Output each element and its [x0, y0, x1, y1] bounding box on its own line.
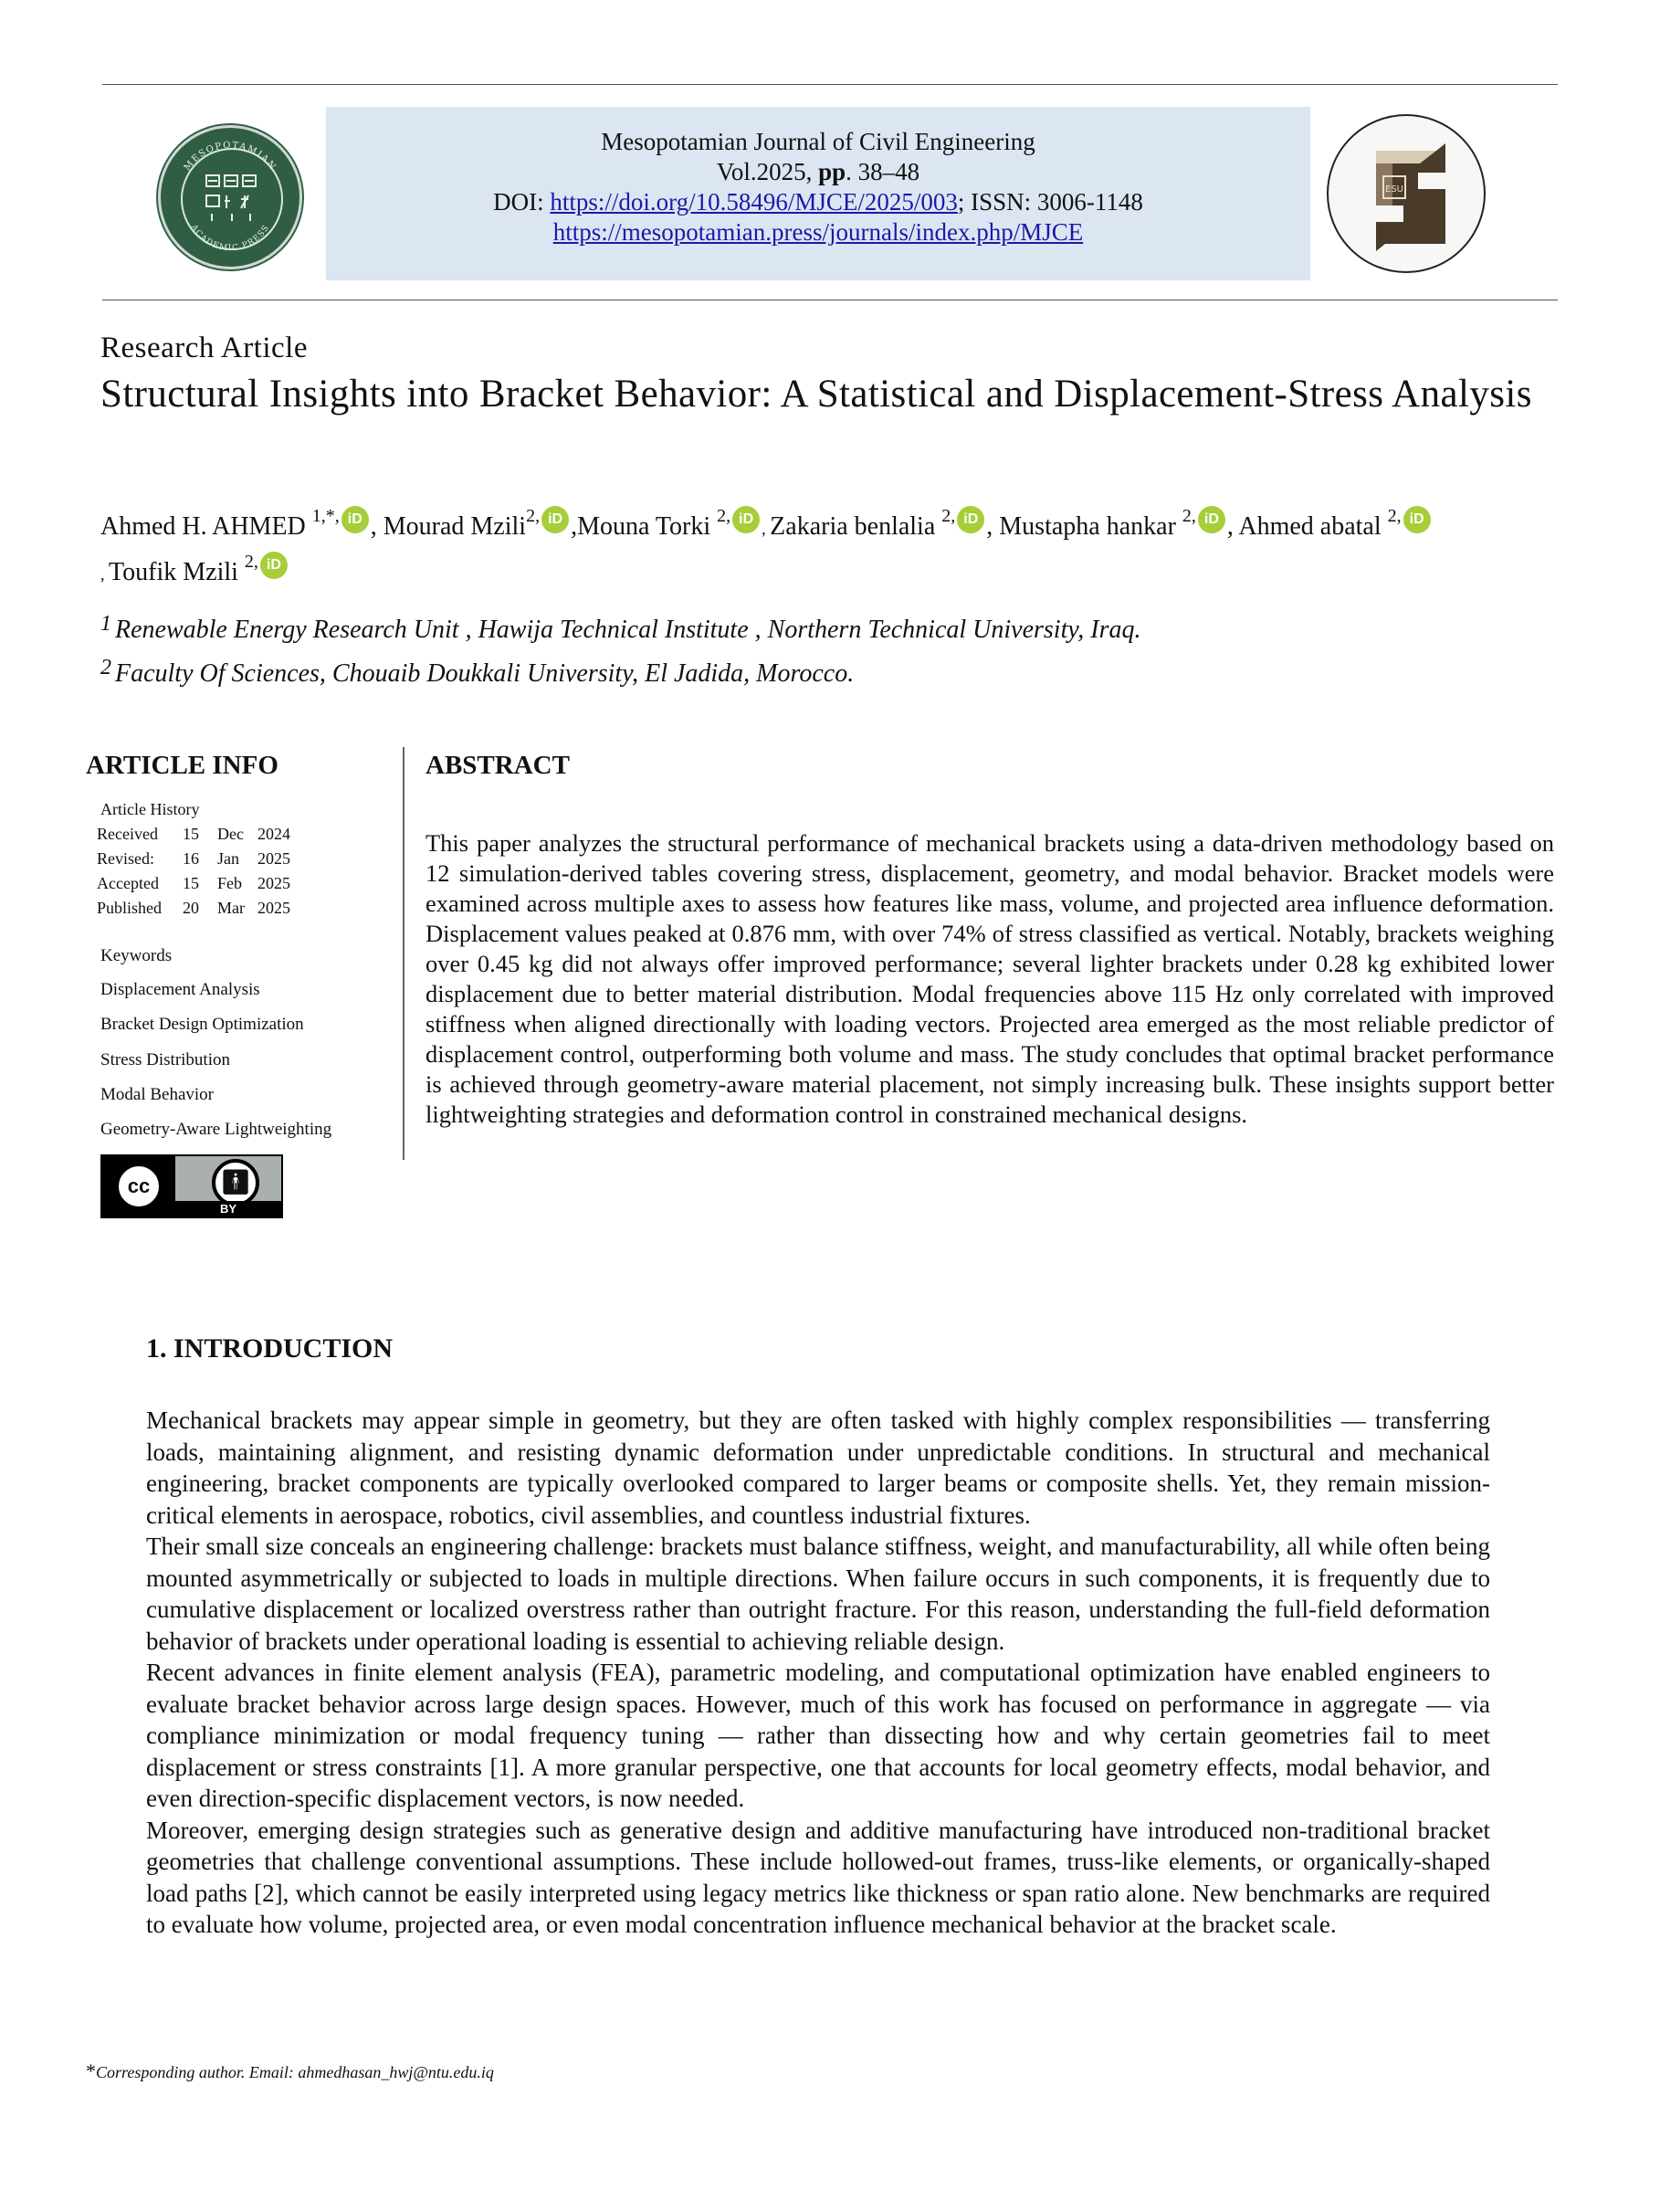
creative-commons-icon: cc [115, 1163, 163, 1210]
author-affiliation-sup: 2, [1387, 506, 1402, 526]
doi-label: DOI: [493, 188, 551, 216]
journal-name: Mesopotamian Journal of Civil Engineering [601, 128, 1035, 155]
journal-volume-pages [326, 157, 1310, 187]
corresponding-author-footnote [86, 2059, 494, 2083]
history-label: Revised: [97, 849, 154, 868]
orcid-icon[interactable]: iD [260, 552, 288, 579]
orcid-icon[interactable]: iD [732, 506, 760, 533]
author-separator: , [100, 565, 109, 584]
author-name: Zakaria benlalia [770, 512, 942, 541]
affiliation-number: 2 [100, 656, 111, 679]
history-month: Mar [217, 899, 245, 917]
history-day: 20 [183, 899, 199, 917]
author-separator: , [986, 512, 1000, 541]
history-label: Published [97, 899, 163, 917]
introduction-paragraph: Their small size conceals an engineering challenge: brackets must balance stiffness, weight, and manufacturability, all while often being mounted asymmetrically or subjected to loads in multiple directions. When failure occurs in such components, it is frequently due to cumulative displacement or localized overstress rather than outright fracture. For this reason, understanding the full-field deformation behavior of brackets under operational loading is essential to achieving reliable design. [146, 1533, 1490, 1655]
svg-text:ACADEMIC PRESS [188, 223, 271, 254]
history-row-published [97, 899, 290, 918]
abstract-heading: ABSTRACT [426, 751, 570, 780]
affiliation-2 [100, 656, 854, 689]
article-type: Research Article [100, 332, 308, 364]
pages-label: pp [818, 158, 846, 185]
introduction-heading: 1. INTRODUCTION [146, 1333, 394, 1364]
author-name: Mustapha hankar [999, 512, 1182, 541]
abstract-text: This paper analyzes the structural performance of mechanical brackets using a data-driven methodology based on 12 simulation-derived tables covering stress, displacement, geometry, and modal behavior. Bracket models were examined across multiple axes to assess how features like mass, volume, and projected area influence deformation. Displacement values peaked at 0.876 mm, with over 74% of stress classified as vertical. Notably, brackets weighing over 0.45 kg did not always offer improved performance; several lighter brackets under 0.28 kg exhibited lower displacement due to better material distribution. Modal frequencies above 115 Hz only correlated with improved stiffness when aligned directionally with loading vectors. Projected area emerged as the most reliable predictor of displacement control, outperforming both volume and mass. The study concludes that optimal bracket performance is achieved through geometry-aware material placement, not simply increasing bulk. These insights support better lightweighting strategies and deformation control in constrained mechanical designs. [426, 829, 1554, 1128]
journal-header-box [326, 107, 1310, 280]
orcid-icon[interactable]: iD [541, 506, 569, 533]
history-year: 2024 [257, 825, 290, 843]
doi-link[interactable]: https://doi.org/10.58496/MJCE/2025/003 [550, 188, 958, 216]
author-separator: , [762, 520, 771, 538]
history-year: 2025 [257, 874, 290, 892]
history-month: Feb [217, 874, 242, 892]
orcid-icon[interactable]: iD [1198, 506, 1225, 533]
university-emblem-icon [1329, 116, 1484, 271]
column-divider [403, 747, 404, 1160]
authors-line-2 [100, 546, 289, 590]
keywords-label: Keywords [100, 946, 173, 965]
affiliation-text: Faculty Of Sciences, Chouaib Doukkali University, El Jadida, Morocco. [115, 659, 855, 688]
author-affiliation-sup: 2, [1182, 506, 1196, 526]
footnote-star: * [86, 2059, 96, 2082]
history-year: 2025 [257, 899, 290, 917]
keyword-item: Displacement Analysis [100, 980, 260, 999]
svg-text:MESOPOTAMIAN [183, 141, 278, 173]
history-day: 16 [183, 849, 199, 868]
author-name: Ahmed H. AHMED [100, 512, 312, 541]
author-affiliation-sup: 1,*, [311, 506, 340, 526]
keyword-item: Modal Behavior [100, 1085, 215, 1104]
university-mark-text: ESU [1385, 184, 1403, 195]
author-separator: , [571, 512, 578, 541]
author-separator: , [370, 512, 383, 541]
cc-by-license-badge[interactable] [100, 1154, 283, 1218]
logo-arc-bottom-text: ACADEMIC PRESS [188, 223, 272, 254]
affiliation-text: Renewable Energy Research Unit , Hawija Technical Institute , Northern Technical University, Iraq. [115, 616, 1141, 644]
author-separator: , [1226, 512, 1239, 541]
header-top-rule [102, 84, 1558, 85]
mesopotamian-academic-press-logo [158, 125, 302, 269]
author-name: Mourad Mzili [383, 512, 527, 541]
journal-volume: Vol.2025, [716, 158, 819, 185]
journal-url-link[interactable]: https://mesopotamian.press/journals/index.php/MJCE [552, 218, 1084, 246]
pages-range: . 38–48 [846, 158, 920, 185]
keyword-item: Geometry-Aware Lightweighting [100, 1120, 332, 1139]
history-year: 2025 [257, 849, 290, 868]
keyword-item: Bracket Design Optimization [100, 1015, 304, 1034]
history-month: Jan [217, 849, 239, 868]
author-affiliation-sup: 2, [526, 506, 541, 526]
history-month: Dec [217, 825, 244, 843]
history-row-accepted [97, 874, 290, 893]
article-title: Structural Insights into Bracket Behavior: A Statistical and Displacement-Stress Analysis [100, 373, 1532, 416]
history-day: 15 [183, 825, 199, 843]
footnote-text: Corresponding author. Email: ahmedhasan_hwj@ntu.edu.iq [96, 2063, 494, 2081]
author-name: Ahmed abatal [1238, 512, 1388, 541]
history-day: 15 [183, 874, 199, 892]
author-affiliation-sup: 2, [717, 506, 731, 526]
history-label: Received [97, 825, 158, 843]
introduction-paragraph: Mechanical brackets may appear simple in geometry, but they are often tasked with highly complex responsibilities — transferring loads, maintaining alignment, and resisting dynamic deformation under unpredictable conditions. In structural and mechanical engineering, bracket components are typically overlooked compared to larger beams or composite shells. Yet, they remain mission-critical elements in aerospace, robotics, civil assemblies, and countless industrial fixtures. [146, 1406, 1490, 1529]
authors-line-1 [100, 500, 1433, 544]
history-row-revised [97, 849, 290, 869]
keyword-item: Stress Distribution [100, 1050, 230, 1069]
logo-glyphs-icon [161, 128, 299, 267]
affiliation-1 [100, 612, 1140, 645]
introduction-paragraph: Recent advances in finite element analysis (FEA), parametric modeling, and computational optimization have enabled engineers to evaluate bracket behavior across large design spaces. However, much of this work has focused on performance in aggregate — via compliance minimization or modal frequency tuning — rather than dissecting how and why certain geometries fail to meet displacement or stress constraints [1]. A more granular perspective, one that accounts for local geometry effects, modal behavior, and even direction-specific displacement vectors, is now needed. [146, 1659, 1490, 1812]
article-info-heading: ARTICLE INFO [86, 751, 278, 780]
history-label: Accepted [97, 874, 159, 892]
author-affiliation-sup: 2, [941, 506, 956, 526]
author-affiliation-sup: 2, [244, 552, 258, 572]
issn-text: ; ISSN: 3006-1148 [957, 188, 1143, 216]
introduction-body [146, 1405, 1490, 1941]
history-row-received [97, 825, 290, 844]
logo-arc-top-text: MESOPOTAMIAN [182, 140, 278, 174]
orcid-icon[interactable]: iD [957, 506, 984, 533]
university-logo [1327, 114, 1486, 273]
article-history-label: Article History [100, 800, 200, 818]
author-name: Toufik Mzili [109, 558, 245, 586]
license-by-label: BY [175, 1201, 281, 1217]
orcid-icon[interactable]: iD [341, 506, 369, 533]
journal-doi-line [326, 187, 1310, 217]
author-name: Mouna Torki [577, 512, 718, 541]
affiliation-number: 1 [100, 612, 111, 636]
introduction-paragraph: Moreover, emerging design strategies such as generative design and additive manufacturing have introduced non-traditional bracket geometries that challenge conventional assumptions. These include hollowed-out frames, truss-like elements, or organically-shaped load paths [2], which cannot be easily interpreted using legacy metrics like thickness or span ratio alone. New benchmarks are required to evaluate how volume, projected area, or even modal concentration influence mechanical behavior at the bracket scale. [146, 1816, 1490, 1938]
orcid-icon[interactable]: iD [1403, 506, 1431, 533]
attribution-person-icon: 🚹︎ [212, 1159, 259, 1206]
